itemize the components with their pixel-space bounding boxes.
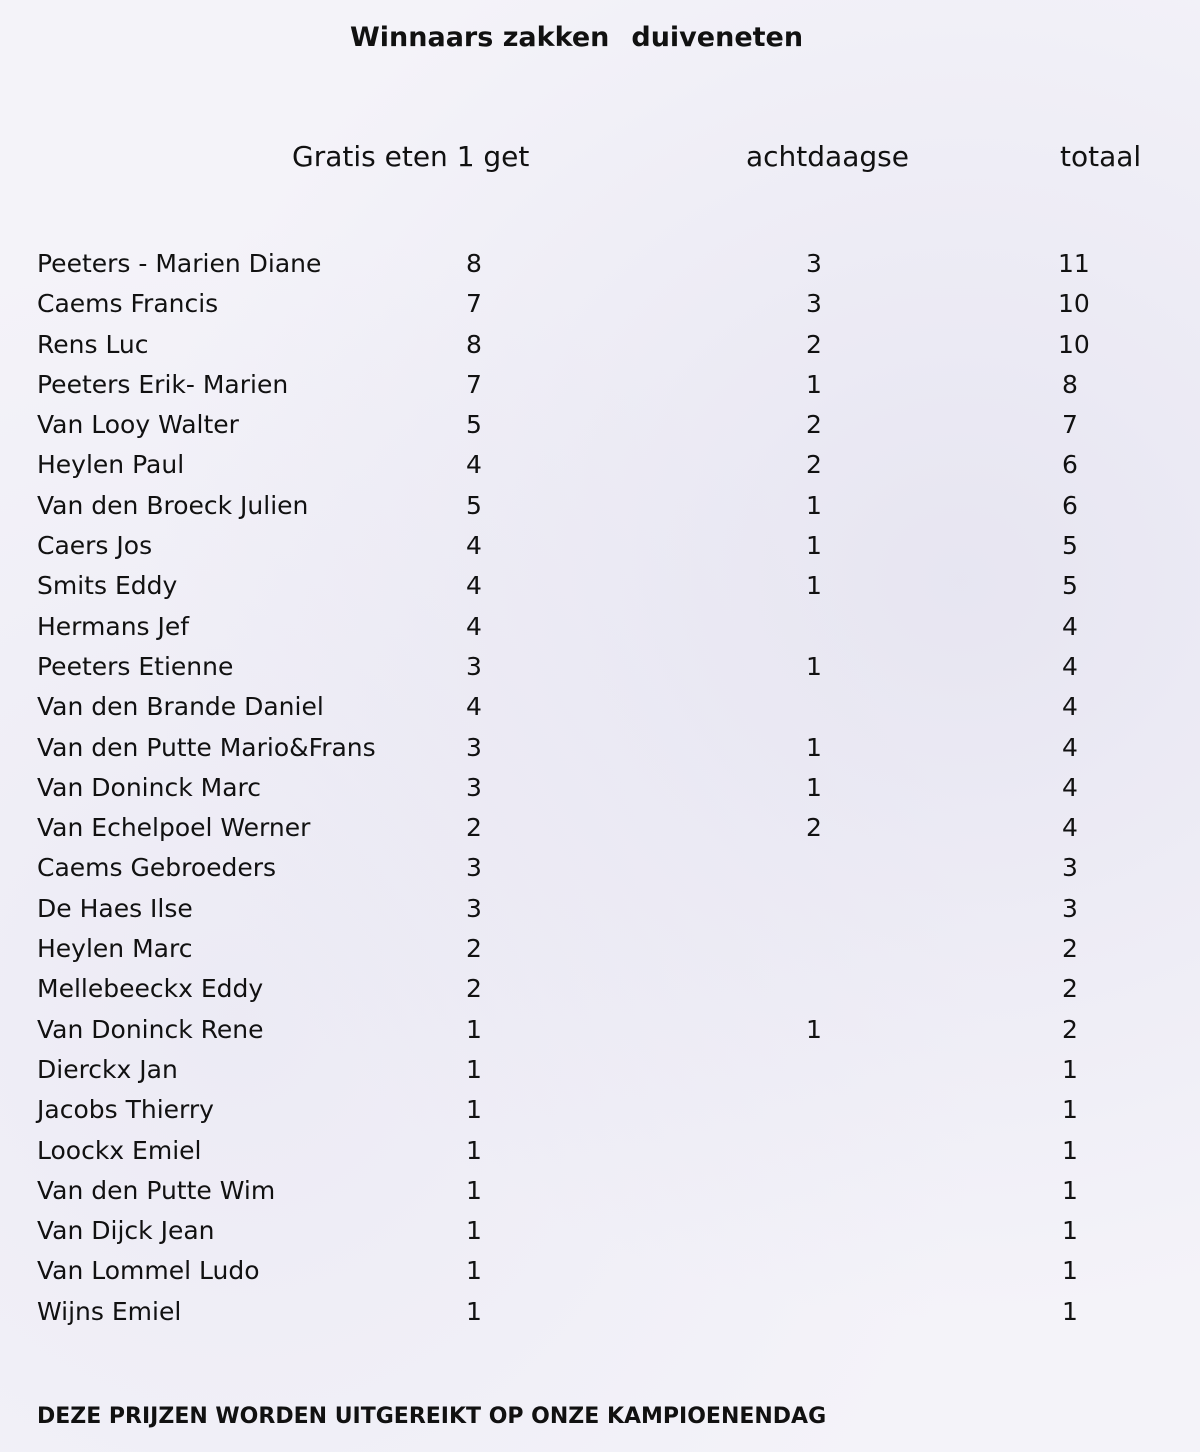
row-name: Peeters Etienne	[37, 651, 234, 681]
row-name: Caems Francis	[37, 289, 219, 319]
row-name: Heylen Marc	[37, 934, 193, 964]
row-name: Heylen Paul	[37, 450, 185, 480]
row-gratis: 3	[466, 732, 482, 762]
row-totaal: 4	[1062, 813, 1078, 843]
row-gratis: 5	[466, 490, 482, 520]
row-totaal: 4	[1062, 732, 1078, 762]
table-row	[0, 445, 1200, 485]
row-name: Wijns Emiel	[37, 1296, 182, 1326]
table-row	[0, 607, 1200, 647]
table-row	[0, 687, 1200, 727]
row-gratis: 4	[466, 531, 482, 561]
row-gratis: 1	[466, 1216, 482, 1246]
row-achtdaagse: 1	[806, 571, 822, 601]
row-totaal: 10	[1058, 289, 1090, 319]
row-achtdaagse: 1	[806, 490, 822, 520]
row-name: Caers Jos	[37, 531, 153, 561]
table-row	[0, 566, 1200, 606]
row-name: Peeters Erik- Marien	[37, 369, 289, 399]
row-name: Mellebeeckx Eddy	[37, 974, 264, 1004]
row-totaal: 1	[1062, 1095, 1078, 1125]
row-achtdaagse: 1	[806, 732, 822, 762]
table-row	[0, 808, 1200, 848]
row-totaal: 2	[1062, 974, 1078, 1004]
row-totaal: 4	[1062, 611, 1078, 641]
row-name: Van Looy Walter	[37, 410, 239, 440]
table-row	[0, 1050, 1200, 1090]
row-achtdaagse: 2	[806, 329, 822, 359]
row-totaal: 7	[1062, 410, 1078, 440]
table-row	[0, 365, 1200, 405]
table-row	[0, 405, 1200, 445]
row-name: Van den Broeck Julien	[37, 490, 309, 520]
row-totaal: 10	[1058, 329, 1090, 359]
table-row	[0, 1251, 1200, 1291]
row-gratis: 2	[466, 934, 482, 964]
row-totaal: 4	[1062, 651, 1078, 681]
row-name: Caems Gebroeders	[37, 853, 277, 883]
table-row	[0, 768, 1200, 808]
row-totaal: 8	[1062, 369, 1078, 399]
table-row	[0, 244, 1200, 284]
winners-table	[0, 244, 1200, 1332]
table-row	[0, 1171, 1200, 1211]
row-gratis: 3	[466, 893, 482, 923]
row-achtdaagse: 1	[806, 369, 822, 399]
row-gratis: 4	[466, 611, 482, 641]
row-totaal: 1	[1062, 1054, 1078, 1084]
row-name: Dierckx Jan	[37, 1054, 178, 1084]
header-totaal: totaal	[1060, 140, 1142, 173]
row-gratis: 4	[466, 692, 482, 722]
row-totaal: 4	[1062, 692, 1078, 722]
table-row	[0, 1131, 1200, 1171]
row-gratis: 7	[466, 369, 482, 399]
row-totaal: 6	[1062, 450, 1078, 480]
table-row	[0, 728, 1200, 768]
row-gratis: 2	[466, 974, 482, 1004]
row-gratis: 1	[466, 1175, 482, 1205]
table-row	[0, 969, 1200, 1009]
table-row	[0, 325, 1200, 365]
row-gratis: 8	[466, 249, 482, 278]
row-totaal: 1	[1062, 1256, 1078, 1286]
row-totaal: 2	[1062, 1014, 1078, 1044]
page-title	[350, 22, 803, 53]
row-name: Van den Putte Wim	[37, 1175, 276, 1205]
row-gratis: 1	[466, 1095, 482, 1125]
row-gratis: 1	[466, 1054, 482, 1084]
table-row	[0, 486, 1200, 526]
table-row	[0, 1010, 1200, 1050]
table-row	[0, 526, 1200, 566]
row-totaal: 5	[1062, 571, 1078, 601]
header-gratis: Gratis eten 1 get	[292, 140, 530, 173]
table-row	[0, 1211, 1200, 1251]
row-totaal: 11	[1058, 249, 1090, 278]
row-achtdaagse: 2	[806, 410, 822, 440]
row-gratis: 3	[466, 853, 482, 883]
row-name: Peeters - Marien Diane	[37, 249, 322, 278]
row-name: Rens Luc	[37, 329, 149, 359]
row-achtdaagse: 3	[806, 249, 822, 278]
table-row	[0, 889, 1200, 929]
row-totaal: 5	[1062, 531, 1078, 561]
table-row	[0, 284, 1200, 324]
row-gratis: 3	[466, 651, 482, 681]
row-name: Van Dijck Jean	[37, 1216, 215, 1246]
table-row	[0, 1090, 1200, 1130]
row-gratis: 7	[466, 289, 482, 319]
row-totaal: 1	[1062, 1135, 1078, 1165]
row-achtdaagse: 1	[806, 651, 822, 681]
row-name: Van Doninck Marc	[37, 772, 261, 802]
row-achtdaagse: 1	[806, 1014, 822, 1044]
row-name: Hermans Jef	[37, 611, 190, 641]
row-name: Smits Eddy	[37, 571, 178, 601]
row-gratis: 3	[466, 772, 482, 802]
title-part-1: Winnaars zakken	[350, 22, 610, 53]
row-achtdaagse: 2	[806, 450, 822, 480]
row-gratis: 1	[466, 1296, 482, 1326]
row-gratis: 5	[466, 410, 482, 440]
row-totaal: 1	[1062, 1216, 1078, 1246]
row-achtdaagse: 2	[806, 813, 822, 843]
row-name: Loockx Emiel	[37, 1135, 202, 1165]
row-name: Jacobs Thierry	[37, 1095, 214, 1125]
row-gratis: 8	[466, 329, 482, 359]
row-achtdaagse: 3	[806, 289, 822, 319]
table-row	[0, 848, 1200, 888]
row-achtdaagse: 1	[806, 531, 822, 561]
footer-note: DEZE PRIJZEN WORDEN UITGEREIKT OP ONZE KAMPIOENENDAG	[37, 1404, 827, 1429]
row-name: Van Doninck Rene	[37, 1014, 264, 1044]
row-totaal: 6	[1062, 490, 1078, 520]
row-totaal: 4	[1062, 772, 1078, 802]
row-gratis: 1	[466, 1014, 482, 1044]
row-totaal: 3	[1062, 893, 1078, 923]
row-name: Van Lommel Ludo	[37, 1256, 260, 1286]
row-name: Van Echelpoel Werner	[37, 813, 311, 843]
row-totaal: 2	[1062, 934, 1078, 964]
row-totaal: 1	[1062, 1296, 1078, 1326]
header-achtdaagse: achtdaagse	[746, 140, 909, 173]
row-gratis: 2	[466, 813, 482, 843]
title-part-2: duiveneten	[631, 22, 804, 53]
row-gratis: 1	[466, 1256, 482, 1286]
row-achtdaagse: 1	[806, 772, 822, 802]
table-row	[0, 929, 1200, 969]
row-name: Van den Brande Daniel	[37, 692, 324, 722]
row-name: De Haes Ilse	[37, 893, 193, 923]
row-gratis: 1	[466, 1135, 482, 1165]
row-name: Van den Putte Mario&Frans	[37, 732, 376, 762]
row-gratis: 4	[466, 571, 482, 601]
table-row	[0, 647, 1200, 687]
table-row	[0, 1292, 1200, 1332]
row-totaal: 1	[1062, 1175, 1078, 1205]
row-totaal: 3	[1062, 853, 1078, 883]
row-gratis: 4	[466, 450, 482, 480]
